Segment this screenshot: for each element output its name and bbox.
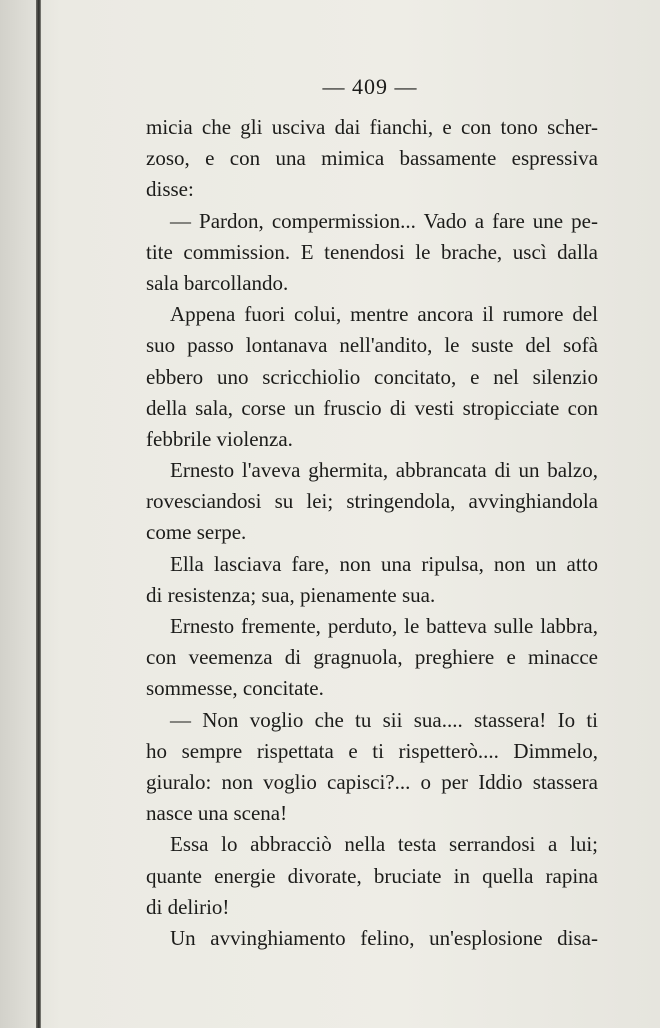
text-line: come serpe. bbox=[146, 520, 247, 545]
page-number: — 409 — bbox=[322, 74, 418, 99]
text-line: di delirio! bbox=[146, 894, 230, 919]
text-line: Appena fuori colui, mentre ancora il rumore del bbox=[170, 302, 598, 327]
text-line: febbrile violenza. bbox=[146, 426, 293, 451]
text-line: Ernesto fremente, perduto, le batteva sulle labbra, bbox=[170, 614, 598, 638]
text-line: tite commission. E tenendosi le brache, uscì dalla bbox=[146, 239, 598, 264]
text-line: nasce una scena! bbox=[146, 801, 288, 826]
text-line: ebbero uno scricchiolio concitato, e nel silenzio bbox=[146, 364, 598, 389]
text-line: — Pardon, compermission... Vado a fare une pe- bbox=[170, 208, 598, 233]
binding-edge bbox=[36, 0, 41, 1028]
text-line: sala barcollando. bbox=[146, 270, 289, 295]
text-line: Ernesto l'aveva ghermita, abbrancata di un balzo, bbox=[170, 458, 598, 483]
text-line: della sala, corse un fruscio di vesti stropicciate con bbox=[146, 395, 598, 420]
text-line: rovesciandosi su lei; stringendola, avvinghiandola bbox=[146, 489, 598, 514]
text-line: Ella lasciava fare, non una ripulsa, non un atto bbox=[170, 551, 598, 576]
text-line: ho sempre rispettata e ti rispetterò.... Dimmelo, bbox=[146, 738, 598, 763]
text-line: suo passo lontanava nell'andito, le suste del sofà bbox=[146, 333, 598, 358]
text-line: — Non voglio che tu sii sua.... stassera! Io ti bbox=[170, 707, 598, 732]
text-line: disse: bbox=[146, 177, 194, 202]
text-line: zoso, e con una mimica bassamente espressiva bbox=[146, 146, 598, 171]
text-line: Un avvinghiamento felino, un'esplosione disa- bbox=[170, 925, 598, 950]
text-line: con veemenza di gragnuola, preghiere e minacce bbox=[146, 645, 598, 670]
text-line: di resistenza; sua, pienamente sua. bbox=[146, 582, 436, 607]
text-line: quante energie divorate, bruciate in quella rapina bbox=[146, 863, 598, 888]
text-line: Essa lo abbracciò nella testa serrandosi a lui; bbox=[170, 832, 598, 857]
body-text bbox=[146, 112, 598, 954]
binding-shadow bbox=[0, 0, 36, 1028]
text-line: sommesse, concitate. bbox=[146, 676, 324, 701]
text-line: micia che gli usciva dai fianchi, e con tono scher- bbox=[146, 115, 598, 139]
text-line: giuralo: non voglio capisci?... o per Iddio stassera bbox=[146, 769, 598, 794]
